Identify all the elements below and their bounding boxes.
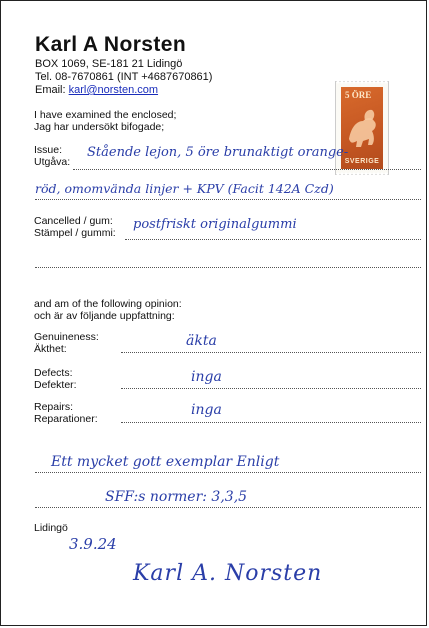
defects-dotted-line xyxy=(121,388,421,389)
expert-name: Karl A Norsten xyxy=(35,33,187,56)
cancel-dotted-line-2 xyxy=(35,267,421,268)
stamp-country: SVERIGE xyxy=(344,158,380,165)
genuineness-dotted-line xyxy=(121,352,421,353)
opinion-sv: och är av följande uppfattning: xyxy=(34,310,175,322)
genuineness-value: äkta xyxy=(186,333,217,349)
intro-sv: Jag har undersökt bifogade; xyxy=(34,121,165,133)
remarks-line2: SFF:s normer: 3,3,5 xyxy=(105,489,248,505)
remarks-dotted-line-1 xyxy=(35,472,421,473)
genuineness-label-sv: Äkthet: xyxy=(34,343,67,355)
issue-value-line1: Stående lejon, 5 öre brunaktigt orange- xyxy=(87,145,349,160)
repairs-value: inga xyxy=(191,402,222,418)
phone: Tel. 08-7670861 (INT +4687670861) xyxy=(35,71,213,83)
issue-label-sv: Utgåva: xyxy=(34,156,71,168)
stamp-perforation-bottom xyxy=(336,172,388,176)
cancel-label-en: Cancelled / gum: xyxy=(34,215,113,227)
defects-value: inga xyxy=(191,369,222,385)
repairs-dotted-line xyxy=(121,422,421,423)
certificate-date: 3.9.24 xyxy=(69,535,117,553)
email-line xyxy=(35,84,158,97)
place-label: Lidingö xyxy=(34,522,68,534)
issue-value-line2: röd, omomvända linjer + KPV (Facit 142A Czd) xyxy=(35,181,334,196)
issue-dotted-line-2 xyxy=(35,199,421,200)
repairs-label-en: Repairs: xyxy=(34,401,74,413)
remarks-dotted-line-2 xyxy=(35,507,421,508)
defects-label-en: Defects: xyxy=(34,367,73,379)
email-label: Email: xyxy=(35,84,66,96)
stamp-image xyxy=(335,81,389,175)
cancel-value: postfriskt originalgummi xyxy=(133,217,297,232)
defects-label-sv: Defekter: xyxy=(34,379,77,391)
cancel-dotted-line-1 xyxy=(125,239,421,240)
email-link[interactable]: karl@norsten.com xyxy=(68,84,159,96)
stamp-value: 5 ÖRE xyxy=(345,90,372,100)
genuineness-label-en: Genuineness: xyxy=(34,331,99,343)
signature: Karl A. Norsten xyxy=(133,561,323,586)
remarks-line1: Ett mycket gott exemplar Enligt xyxy=(51,454,280,470)
repairs-label-sv: Reparationer: xyxy=(34,413,98,425)
issue-label-en: Issue: xyxy=(34,144,63,156)
stamp-perforation-top xyxy=(336,80,388,84)
opinion-en: and am of the following opinion: xyxy=(34,298,182,310)
issue-dotted-line-1 xyxy=(73,169,421,170)
intro-en: I have examined the enclosed; xyxy=(34,109,177,121)
address: BOX 1069, SE-181 21 Lidingö xyxy=(35,58,183,70)
cancel-label-sv: Stämpel / gummi: xyxy=(34,227,116,239)
